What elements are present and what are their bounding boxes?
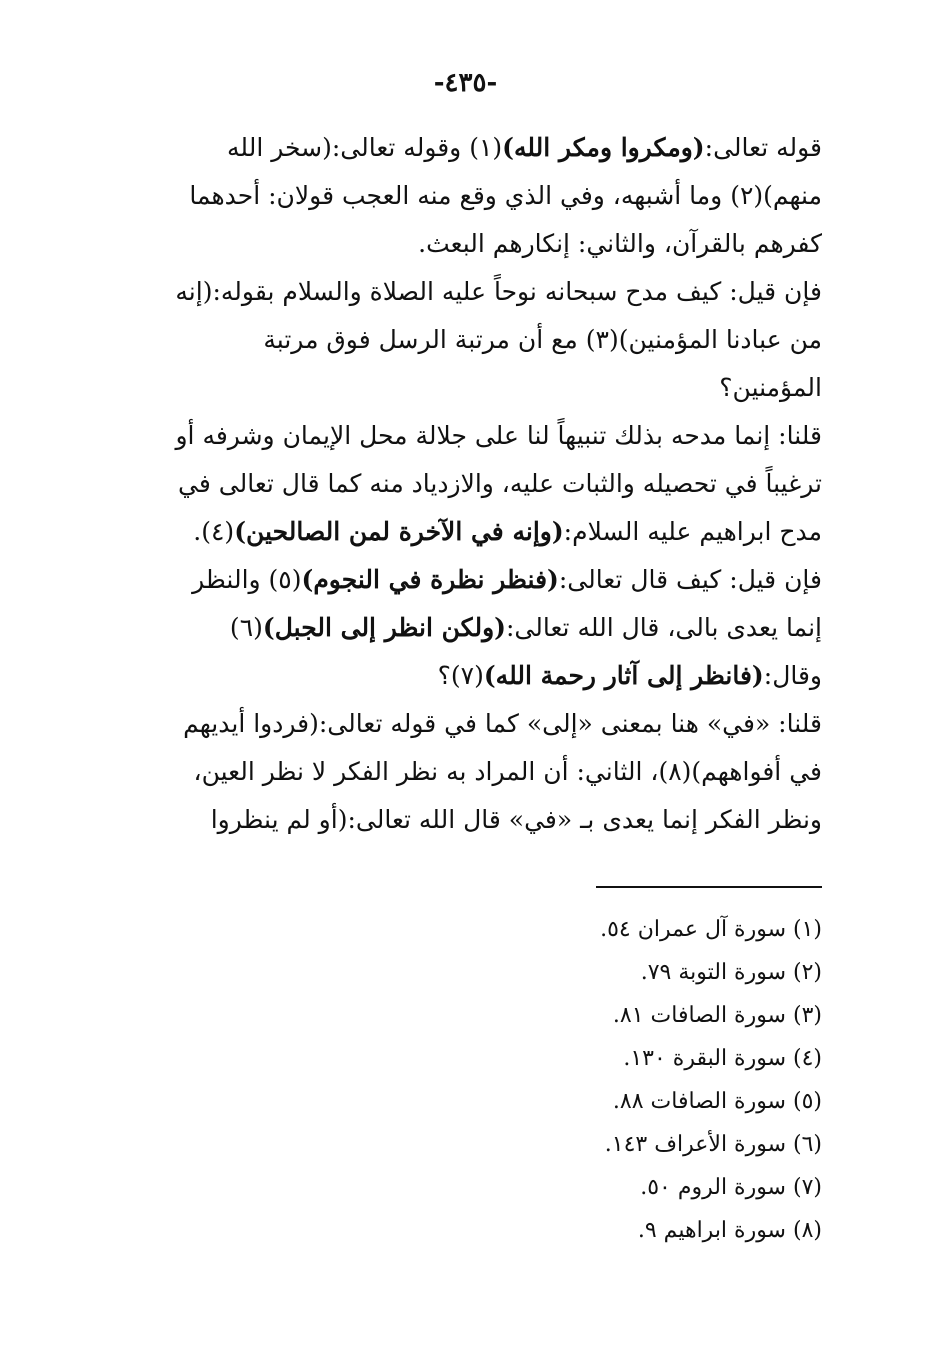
page-number: -٤٣٥- (433, 68, 498, 98)
verse-quote: (فانظر إلى آثار رحمة الله) (483, 661, 764, 690)
footnote-item: (٨) سورة ابراهيم ٩. (637, 1218, 822, 1243)
text-line: إنما يعدى بالى، قال الله تعالى:(ولكن انظر إلى الجبل)(٦) (229, 613, 822, 642)
text-line: ترغيباً في تحصيله والثبات عليه، والازدياد منه كما قال تعالى في (178, 469, 822, 498)
footnote-item: (٢) سورة التوبة ٧٩. (640, 960, 822, 985)
text-line: المؤمنين؟ (719, 373, 822, 402)
text-line: في أفواههم)(٨)، الثاني: أن المراد به نظر الفكر لا نظر العين، (193, 757, 822, 786)
footnote-divider (596, 886, 822, 888)
verse-quote: (وإنه في الآخرة لمن الصالحين) (234, 517, 564, 546)
text-line: ونظر الفكر إنما يعدى بـ «في» قال الله تعالى:(أو لم ينظروا (210, 805, 822, 834)
text-line: كفرهم بالقرآن، والثاني: إنكارهم البعث. (418, 229, 822, 258)
footnotes-list (520, 908, 822, 1252)
footnote-item: (١) سورة آل عمران ٥٤. (600, 917, 822, 942)
text-line: قلنا: إنما مدحه بذلك تنبيهاً لنا على جلالة محل الإيمان وشرفه أو (175, 421, 822, 450)
footnote-item: (٤) سورة البقرة ١٣٠. (623, 1046, 822, 1071)
footnote-item: (٦) سورة الأعراف ١٤٣. (604, 1132, 822, 1157)
verse-quote: (فنظر نظرة في النجوم) (301, 565, 559, 594)
text-line: قلنا: «في» هنا بمعنى «إلى» كما في قوله تعالى:(فردوا أيديهم (183, 709, 822, 738)
text-line: من عبادنا المؤمنين)(٣) مع أن مرتبة الرسل فوق مرتبة (263, 325, 822, 354)
footnote-item: (٧) سورة الروم ٥٠. (640, 1175, 822, 1200)
verse-quote: (ومكروا ومكر الله) (502, 133, 705, 162)
text-line: منهم)(٢) وما أشبهه، وفي الذي وقع منه العجب قولان: أحدهما (189, 181, 822, 210)
verse-quote: (ولكن انظر إلى الجبل) (262, 613, 506, 642)
text-line: فإن قيل: كيف مدح سبحانه نوحاً عليه الصلاة والسلام بقوله:(إنه (175, 277, 822, 306)
footnote-item: (٥) سورة الصافات ٨٨. (612, 1089, 822, 1114)
footnote-item: (٣) سورة الصافات ٨١. (612, 1003, 822, 1028)
text-line: فإن قيل: كيف قال تعالى:(فنظر نظرة في النجوم)(٥) والنظر (192, 565, 822, 594)
text-line: وقال:(فانظر إلى آثار رحمة الله)(٧)؟ (437, 661, 822, 690)
text-line: مدح ابراهيم عليه السلام:(وإنه في الآخرة لمن الصالحين)(٤). (193, 517, 822, 546)
text-line: قوله تعالى:(ومكروا ومكر الله)(١) وقوله تعالى:(سخر الله (227, 133, 822, 162)
main-text (112, 124, 822, 844)
